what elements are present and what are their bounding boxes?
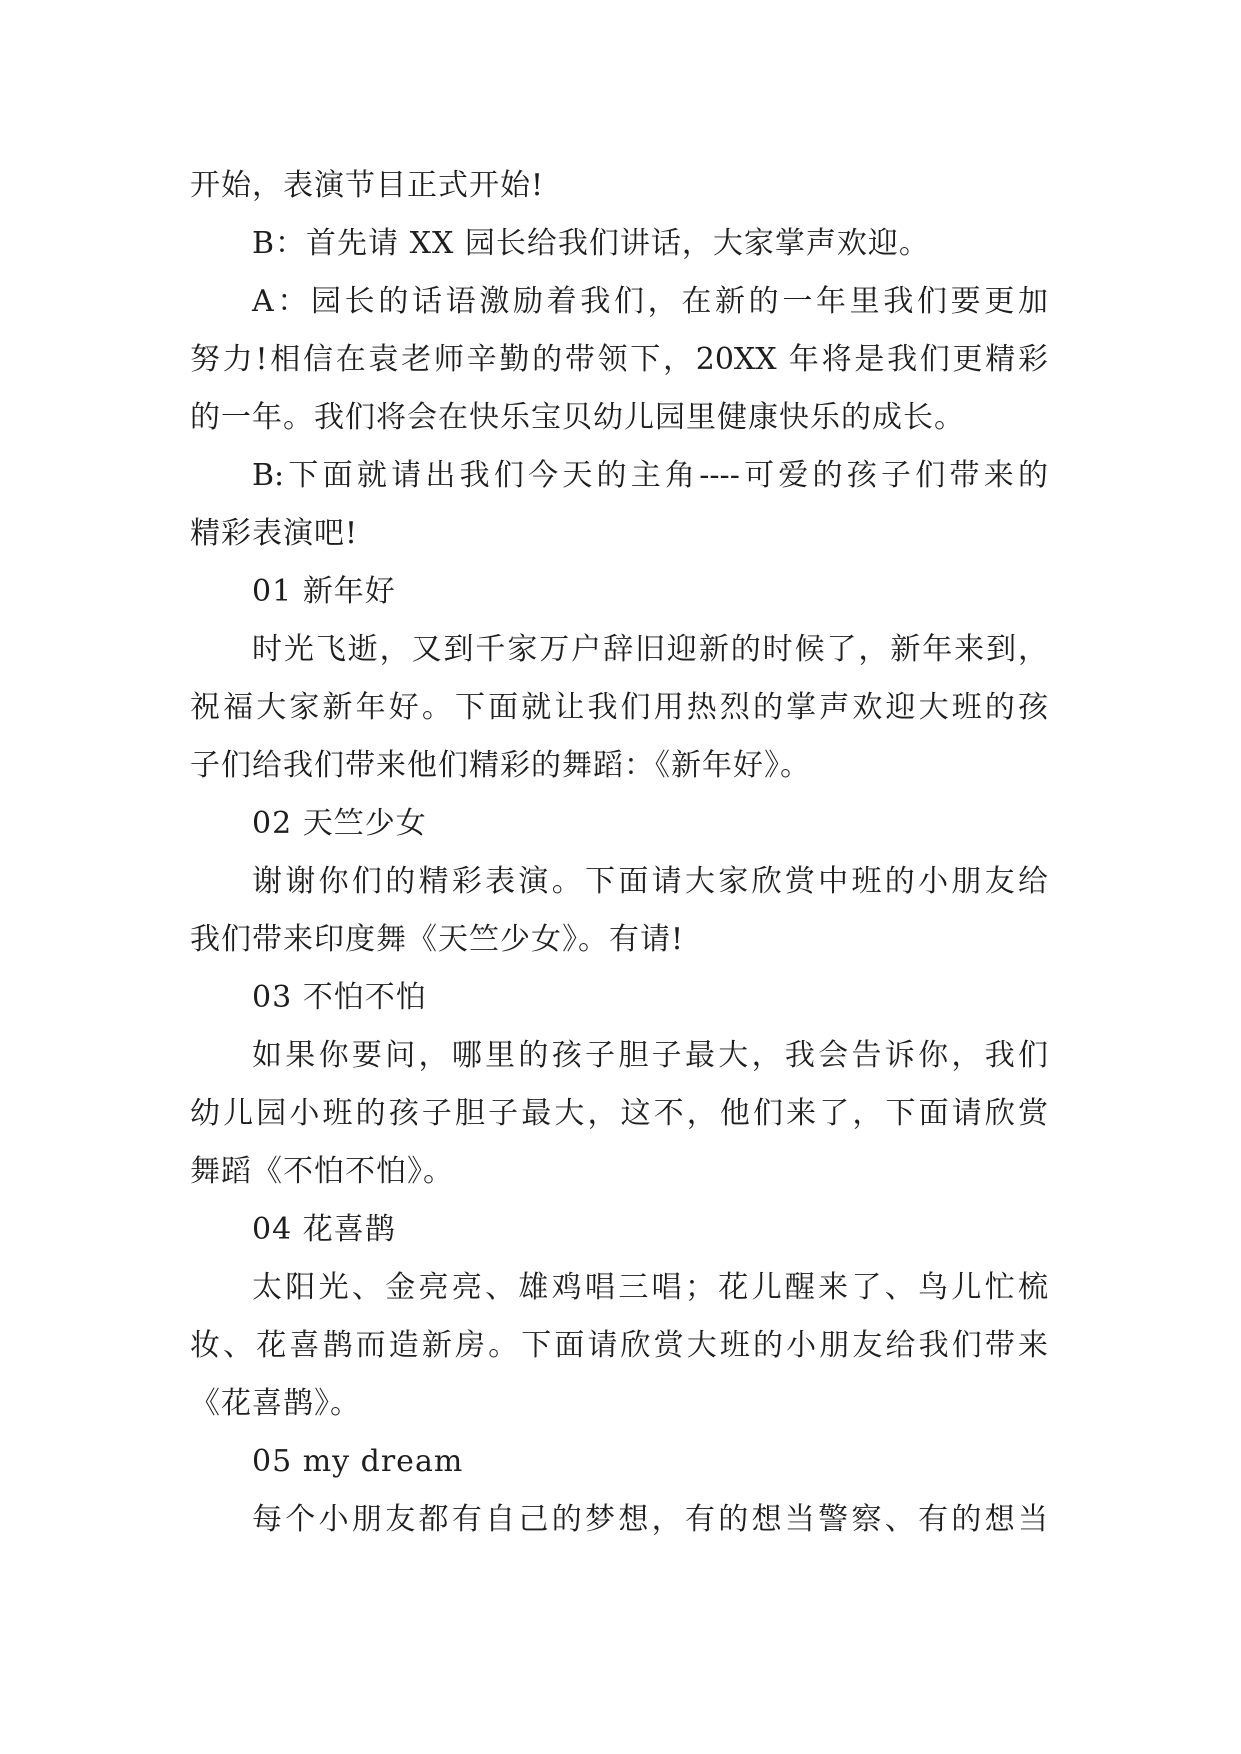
text-line: B：首先请 XX 园长给我们讲话，大家掌声欢迎。: [252, 226, 930, 261]
text-line: 舞蹈《不怕不怕》。: [190, 1154, 454, 1189]
paragraph: [190, 853, 1048, 969]
text-line: 谢谢你们的精彩表演。下面请大家欣赏中班的小朋友给: [252, 864, 1048, 899]
text-line: 子们给我们带来他们精彩的舞蹈：《新年好》。: [190, 748, 811, 783]
text-line: 的一年。我们将会在快乐宝贝幼儿园里健康快乐的成长。: [190, 400, 965, 435]
program-item: [190, 795, 1048, 853]
paragraph: [190, 215, 1048, 273]
text-line: B:下面就请出我们今天的主角----可爱的孩子们带来的: [252, 458, 1048, 493]
program-title: 04 花喜鹊: [252, 1212, 396, 1247]
paragraph: [190, 1259, 1048, 1433]
program-item: [190, 1433, 1048, 1491]
text-line: 努力!相信在袁老师辛勤的带领下，20XX 年将是我们更精彩: [190, 342, 1048, 377]
text-line: 太阳光、金亮亮、雄鸡唱三唱；花儿醒来了、鸟儿忙梳: [252, 1270, 1048, 1305]
text-line: 每个小朋友都有自己的梦想，有的想当警察、有的想当: [252, 1502, 1048, 1537]
text-line: 我们带来印度舞《天竺少女》。有请!: [190, 922, 685, 957]
program-title: 02 天竺少女: [252, 806, 427, 841]
paragraph: [190, 1491, 1048, 1549]
text-line: 如果你要问，哪里的孩子胆子最大，我会告诉你，我们: [252, 1038, 1048, 1073]
paragraph: [190, 1027, 1048, 1201]
paragraph: [190, 157, 1048, 215]
text-line: 时光飞逝，又到千家万户辞旧迎新的时候了，新年来到，: [252, 632, 1048, 667]
text-line: 《花喜鹊》。: [190, 1386, 361, 1421]
text-line: 精彩表演吧!: [190, 516, 359, 551]
program-item: [190, 563, 1048, 621]
program-title: 03 不怕不怕: [252, 980, 427, 1015]
text-line: 开始，表演节目正式开始!: [190, 168, 545, 203]
paragraph: [190, 621, 1048, 795]
paragraph: [190, 447, 1048, 563]
program-item: [190, 1201, 1048, 1259]
program-title: 05 my dream: [252, 1444, 464, 1479]
text-line: A：园长的话语激励着我们，在新的一年里我们要更加: [252, 284, 1048, 319]
program-item: [190, 969, 1048, 1027]
paragraph: [190, 273, 1048, 447]
program-title: 01 新年好: [252, 574, 396, 609]
text-line: 妆、花喜鹊而造新房。下面请欣赏大班的小朋友给我们带来: [190, 1328, 1048, 1363]
document-page: [190, 157, 1048, 1549]
text-line: 幼儿园小班的孩子胆子最大，这不，他们来了，下面请欣赏: [190, 1096, 1048, 1131]
text-line: 祝福大家新年好。下面就让我们用热烈的掌声欢迎大班的孩: [190, 690, 1048, 725]
